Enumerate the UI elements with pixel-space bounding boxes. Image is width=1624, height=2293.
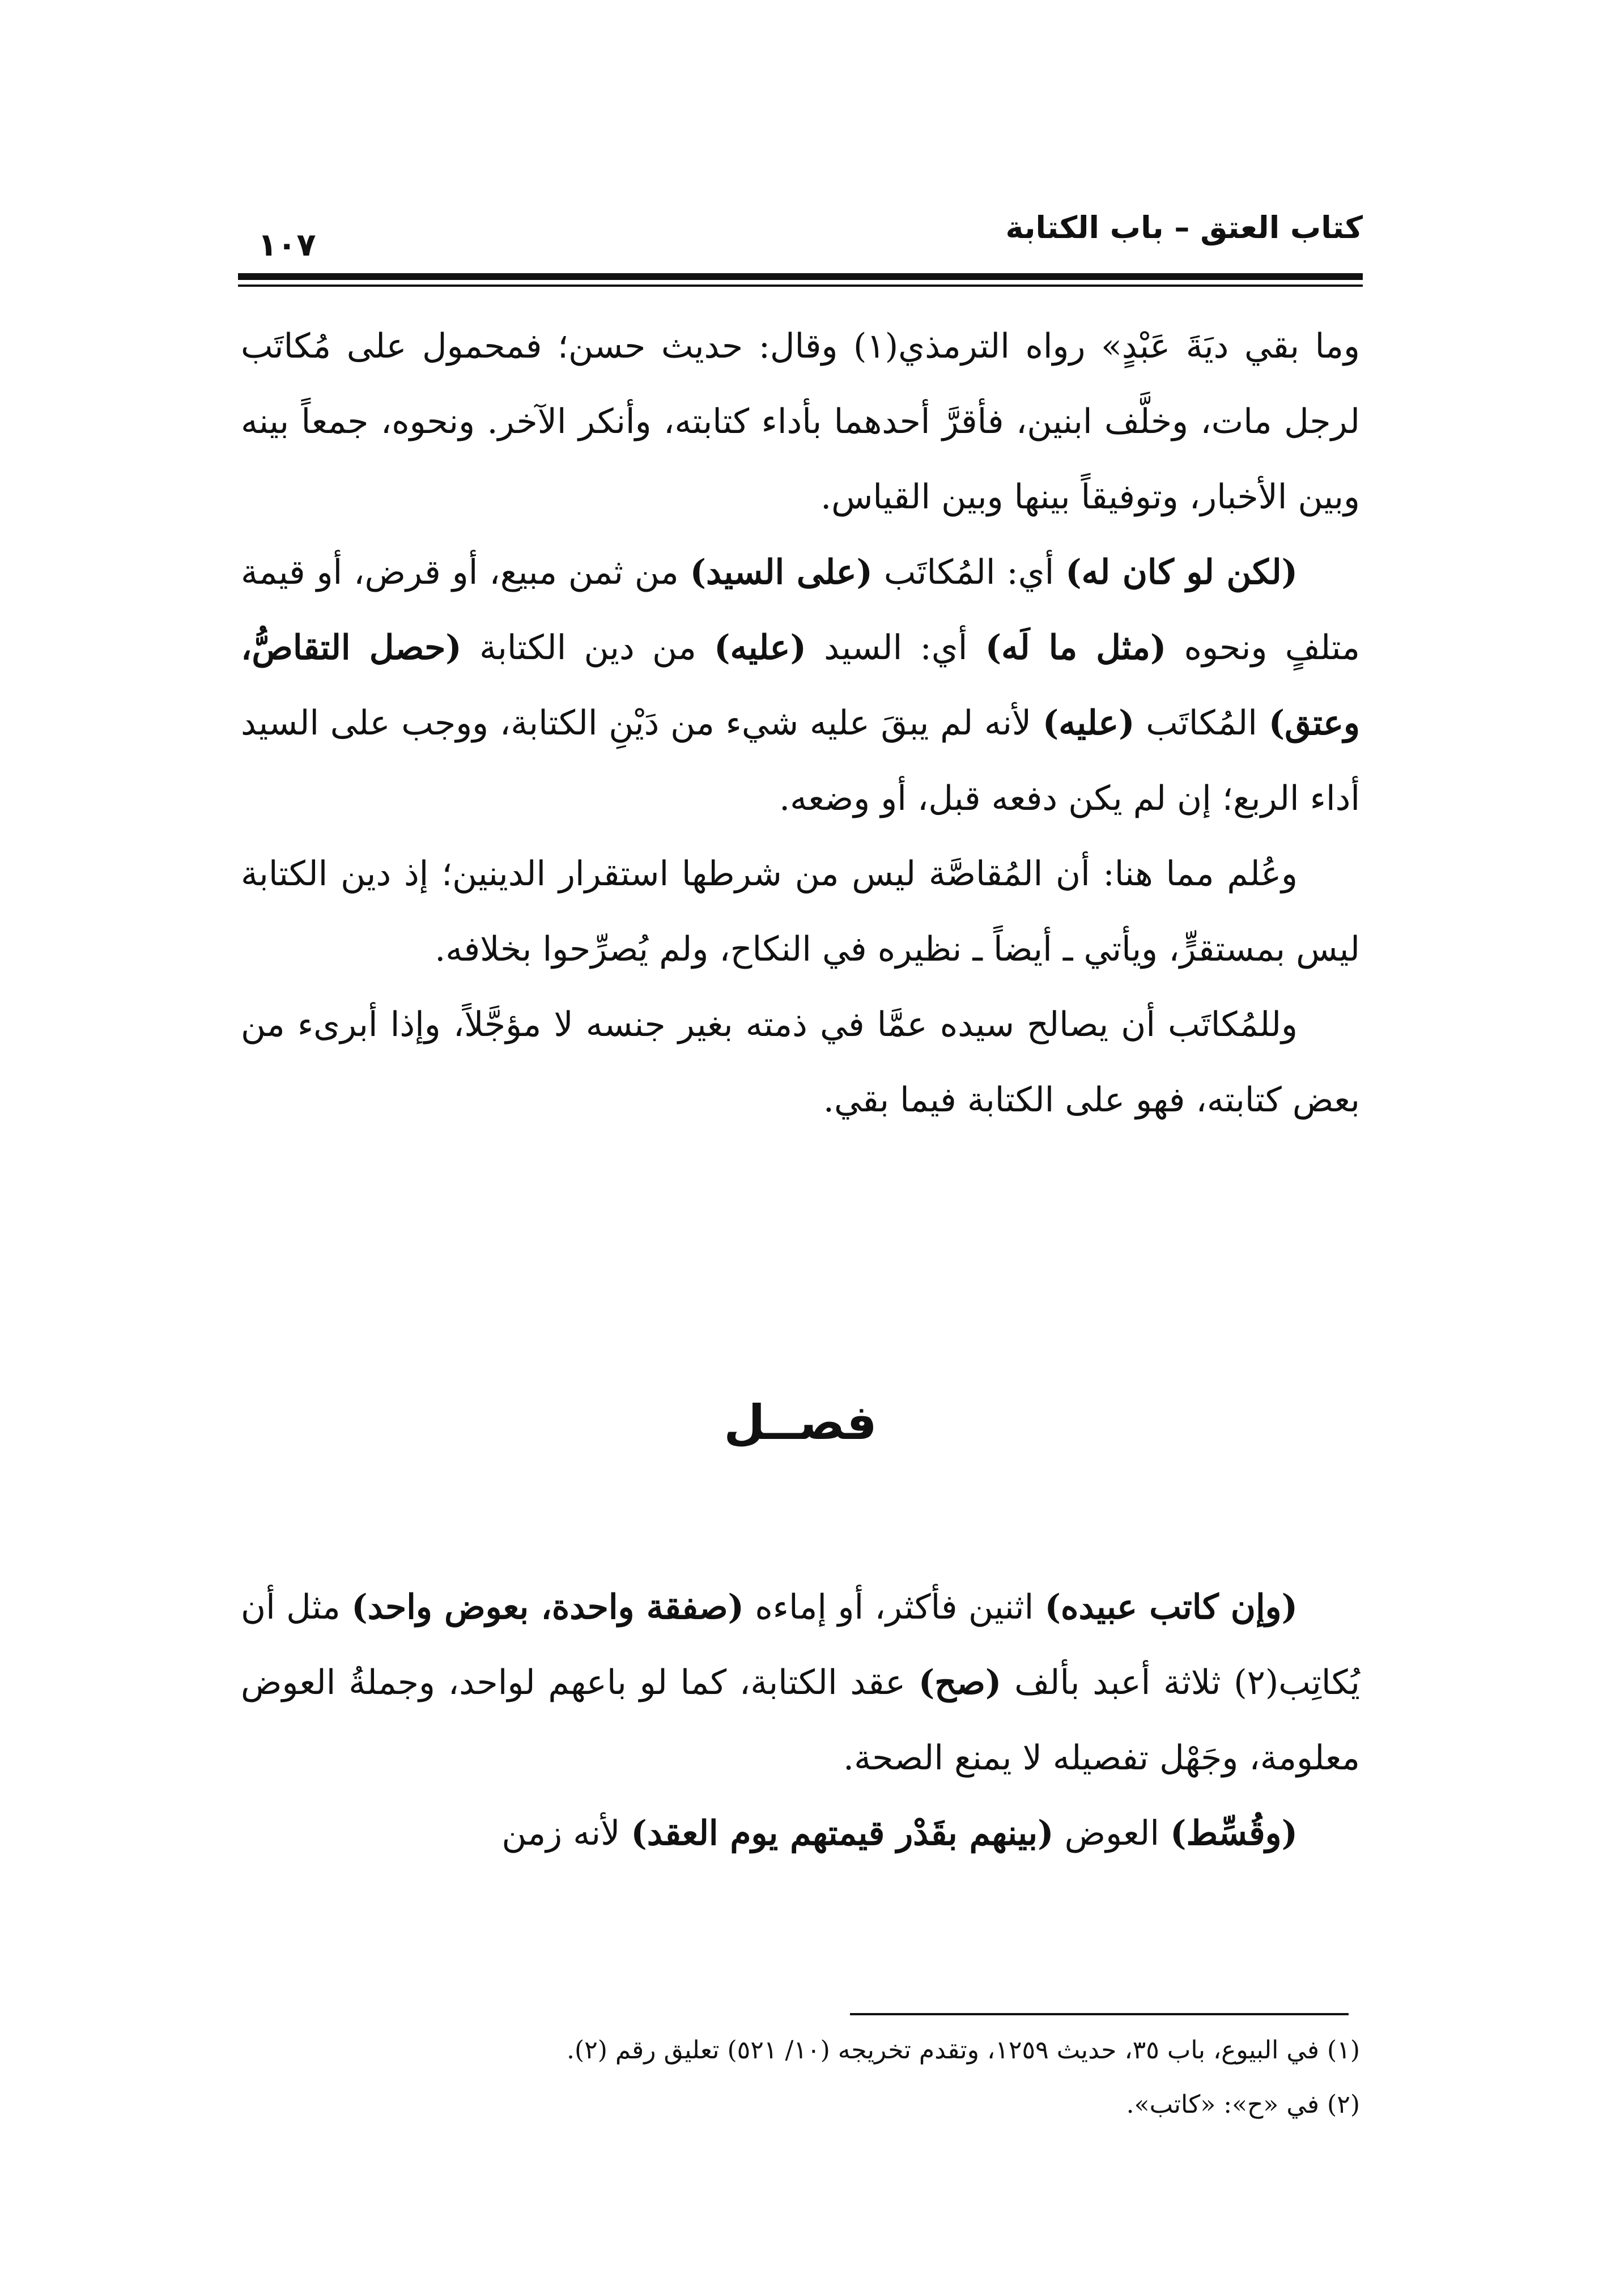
bold-term: (عليه) (714, 628, 806, 668)
paragraph-1: وما بقي ديَةَ عَبْدٍ» رواه الترمذي(١) وقال: حديث حسن؛ فمحمول على مُكاتَب لرجل مات، وخلَّف ابنين، فأقرَّ أحدهما بأداء كتابته، وأنكر الآخر. ونحوه، جمعاً بينه وبين الأخبار، وتوفيقاً بينها وبين القياس. (241, 326, 1361, 517)
text-run: لأنه زمن (501, 1814, 631, 1853)
paragraph-5 (241, 1570, 1360, 1796)
paragraph-6 (241, 1796, 1360, 1871)
bold-term: (صفقة واحدة، بعوض واحد) (351, 1587, 744, 1627)
paragraph-2 (241, 535, 1360, 836)
text-run: لأنه لم يبقَ عليه شيء من دَيْنِ الكتابة، ووجب على السيد أداء الربع؛ إن لم يكن دفعه قبل، أو وضعه. (241, 703, 1360, 818)
bold-term: (على السيد) (690, 553, 873, 592)
main-text-bottom (241, 1570, 1360, 1871)
bold-term: (صح) (918, 1663, 1002, 1702)
paragraph-3: وعُلم مما هنا: أن المُقاصَّة ليس من شرطها استقرار الدينين؛ إذ دين الكتابة ليس بمستقرٍّ، ويأتي ـ أيضاً ـ نظيره في النكاح، ولم يُصرِّحوا بخلافه. (241, 854, 1360, 969)
paragraph-4: وللمُكاتَب أن يصالح سيده عمَّا في ذمته بغير جنسه لا مؤجَّلاً، وإذا أبرىء من بعض كتابته، فهو على الكتابة فيما بقي. (241, 1005, 1360, 1120)
text-run: من ثمن مبيع، أو قرض، أو قيمة متلفٍ ونحوه (241, 553, 1360, 668)
text-run: المُكاتَب (1134, 703, 1269, 743)
text-run: اثنين فأكثر، أو إماءه (743, 1587, 1045, 1627)
header-title: كتاب العتق – باب الكتابة (1005, 210, 1363, 245)
bold-term: (بينهم بقَدْر قيمتهم يوم العقد) (631, 1814, 1054, 1853)
footnotes (241, 2023, 1360, 2132)
header-rule (238, 273, 1363, 280)
text-run: أي: المُكاتَب (872, 553, 1066, 592)
header-rule-thin (238, 284, 1363, 287)
bold-term: (مثل ما لَه) (985, 628, 1167, 668)
text-run: أي: السيد (806, 628, 985, 668)
text-run: عقد الكتابة، كما لو باعهم لواحد، وجملةُ العوض معلومة، وجَهْل تفصيله لا يمنع الصحة. (241, 1663, 1360, 1778)
bold-term: (وإن كاتب عبيده) (1044, 1587, 1298, 1627)
text-run: من دين الكتابة (461, 628, 715, 668)
section-heading: فصــل (724, 1395, 877, 1450)
footnote-1: (١) في البيوع، باب ٣٥، حديث ١٢٥٩، وتقدم تخريجه (١٠/ ٥٢١) تعليق رقم (٢). (566, 2036, 1360, 2065)
main-text-top (241, 309, 1360, 1138)
bold-term: (حصل التقاصُّ، وعتق) (241, 628, 1360, 743)
bold-term: (وقُسِّط) (1170, 1814, 1298, 1853)
text-run: العوض (1053, 1814, 1171, 1853)
footnote-2: (٢) في «ح»: «كاتب». (1126, 2090, 1360, 2119)
footnote-rule (850, 2013, 1349, 2015)
text-run: مثل أن يُكاتِب(٢) ثلاثة أعبد بألف (241, 1587, 1360, 1702)
bold-term: (عليه) (1042, 703, 1135, 743)
page-number: ١٠٧ (258, 227, 316, 264)
bold-term: (لكن لو كان له) (1065, 553, 1298, 592)
running-header (238, 204, 1363, 266)
